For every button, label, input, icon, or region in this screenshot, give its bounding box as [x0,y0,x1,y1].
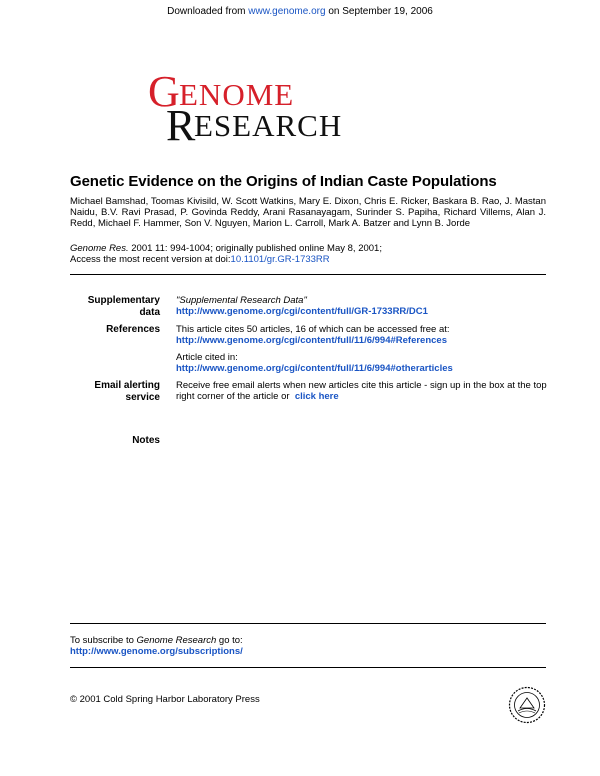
divider-top [70,274,546,275]
email-alerting-text: Receive free email alerts when new articles cite this article - sign up in the box at the top right corner of the article or [176,380,547,403]
doi-link[interactable]: 10.1101/gr.GR-1733RR [230,254,330,266]
divider-middle [70,623,546,624]
subscribe-block [70,635,546,657]
subscribe-link[interactable]: http://www.genome.org/subscriptions/ [70,646,243,658]
subscribe-prefix: To subscribe to [70,635,134,646]
cshl-seal-icon [508,686,546,724]
logo-research-rest: ESEARCH [194,108,343,142]
logo-genome-rest: ENOME [179,77,295,112]
supplementary-title: "Supplemental Research Data" [176,295,307,306]
subscribe-suffix: go to: [218,635,243,646]
logo-genome-initial: G [148,70,180,116]
supplementary-link[interactable]: http://www.genome.org/cgi/content/full/GR-1733RR/DC1 [176,306,428,318]
notes-label: Notes [132,435,160,446]
copyright-text: © 2001 Cold Spring Harbor Laboratory Press [70,694,260,705]
genome-research-logo [148,70,388,142]
download-date: on September 19, 2006 [328,6,433,17]
email-alerting-content [176,380,548,402]
journal-name: Genome Res. [70,243,129,254]
cited-in-text: Article cited in: [176,352,238,363]
cited-in-content [176,352,548,374]
email-alerting-label: Email alerting service [94,380,160,403]
logo-research-initial: R [166,101,196,142]
references-label: References [106,324,160,335]
subscribe-journal: Genome Research [136,635,217,646]
click-here-link[interactable]: click here [294,391,339,403]
references-link[interactable]: http://www.genome.org/cgi/content/full/11/6/994#References [176,335,447,347]
divider-bottom [70,667,546,668]
citation-details: 2001 11: 994-1004; originally published online May 8, 2001; [131,243,382,254]
genome-site-link[interactable]: www.genome.org [248,6,326,17]
supplementary-content [176,295,548,317]
author-list: Michael Bamshad, Toomas Kivisild, W. Scott Watkins, Mary E. Dixon, Chris E. Ricker, Baskara B. Rao, J. Mastan Naidu, B.V. Ravi Prasad, P. Govinda Reddy, Arani Rasanayagam, Surinder S. Papiha, Richard Villems, Alan J. Redd, Michael F. Hammer, Son V. Nguyen, Marion L. Carroll, Mark A. Batzer and Lynn B. Jorde [70,196,546,230]
cited-in-link[interactable]: http://www.genome.org/cgi/content/full/11/6/994#otherarticles [176,363,453,375]
supplementary-label: Supplementary data [87,295,160,318]
download-notice [0,6,600,18]
references-text: This article cites 50 articles, 16 of which can be accessed free at: [176,324,450,335]
references-content [176,324,548,346]
citation-block [70,243,546,265]
download-prefix: Downloaded from [167,6,246,17]
access-text: Access the most recent version at doi: [70,254,231,266]
article-title: Genetic Evidence on the Origins of Indian Caste Populations [70,173,497,190]
